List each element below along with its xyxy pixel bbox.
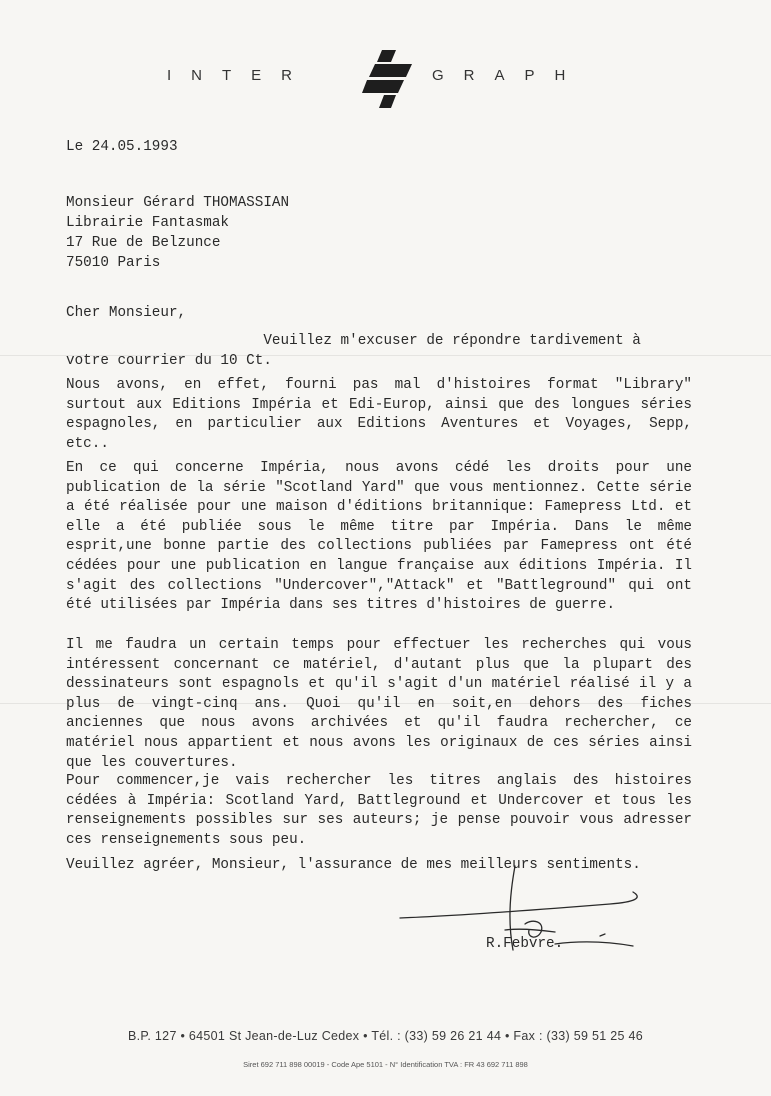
body-paragraph-3: Il me faudra un certain temps pour effectuer les recherches qui vous intéressent concernant ce matériel, d'autant plus que la plupart des dessinateurs sont espagnols et qu'il s'agit d'un matériel réalisé il y a plus de vingt-cinq ans. Quoi qu'il en soit,en dehors des fiches anciennes que nous avons archivées et qu'il faudra rechercher, ce matériel nous appartient et nous avons les originaux de ces séries ainsi que les couvertures. bbox=[66, 637, 692, 771]
recipient-company: Librairie Fantasmak bbox=[66, 215, 230, 231]
recipient-address bbox=[66, 193, 289, 273]
recipient-name: Monsieur Gérard THOMASSIAN bbox=[66, 195, 290, 211]
closing-formula: Veuillez agréer, Monsieur, l'assurance de mes meilleurs sentiments. bbox=[66, 857, 641, 873]
intergraph-logo-icon bbox=[362, 50, 414, 108]
body-paragraph-4: Pour commencer,je vais rechercher les titres anglais des histoires cédées à Impéria: Scotland Yard, Battleground et Undercover et tous les renseignements possibles sur ses auteurs; je pense pouvoir vous adresser ces renseignements sous peu. bbox=[66, 773, 692, 848]
signatory-name: R.Febvre. bbox=[486, 936, 564, 952]
opening-line-1: Veuillez m'excuser de répondre tardivement à bbox=[66, 333, 641, 349]
salutation: Cher Monsieur, bbox=[66, 305, 187, 321]
opening-sentence bbox=[66, 331, 641, 371]
footer-legal: Siret 692 711 898 00019 - Code Ape 5101 - N° Identification TVA : FR 43 692 711 898 bbox=[243, 1060, 528, 1069]
letterhead-right-text: GRAPH bbox=[432, 67, 586, 84]
letterhead-left-text: INTER bbox=[167, 67, 312, 84]
recipient-city: 75010 Paris bbox=[66, 255, 161, 271]
letterhead bbox=[150, 50, 630, 110]
body-paragraph-1: Nous avons, en effet, fourni pas mal d'histoires format "Library" surtout aux Editions Impéria et Edi-Europ, ainsi que des longues séries espagnoles, en particulier aux Editions Aventures et Voyages, Sepp, etc.. bbox=[66, 377, 692, 452]
recipient-street: 17 Rue de Belzunce bbox=[66, 235, 221, 251]
letter-date: Le 24.05.1993 bbox=[66, 139, 178, 155]
opening-line-2: votre courrier du 10 Ct. bbox=[66, 353, 272, 369]
footer-contact: B.P. 127 • 64501 St Jean-de-Luz Cedex • Tél. : (33) 59 26 21 44 • Fax : (33) 59 51 25 46 bbox=[127, 1029, 644, 1043]
body-paragraph-2: En ce qui concerne Impéria, nous avons cédé les droits pour une publication de la série "Scotland Yard" que vous mentionnez. Cette série a été réalisée pour une maison d'éditions britannique: Famepress Ltd. et elle a été publiée sous le même titre par Impéria. Dans le même esprit,une bonne partie des collections publiées par Famepress ont été cédées pour une publication en langue française aux éditions Impéria. Il s'agit des collections "Undercover","Attack" et "Battleground" qui ont été utilisées par Impéria dans ses titres d'histoires de guerre. bbox=[66, 460, 692, 614]
